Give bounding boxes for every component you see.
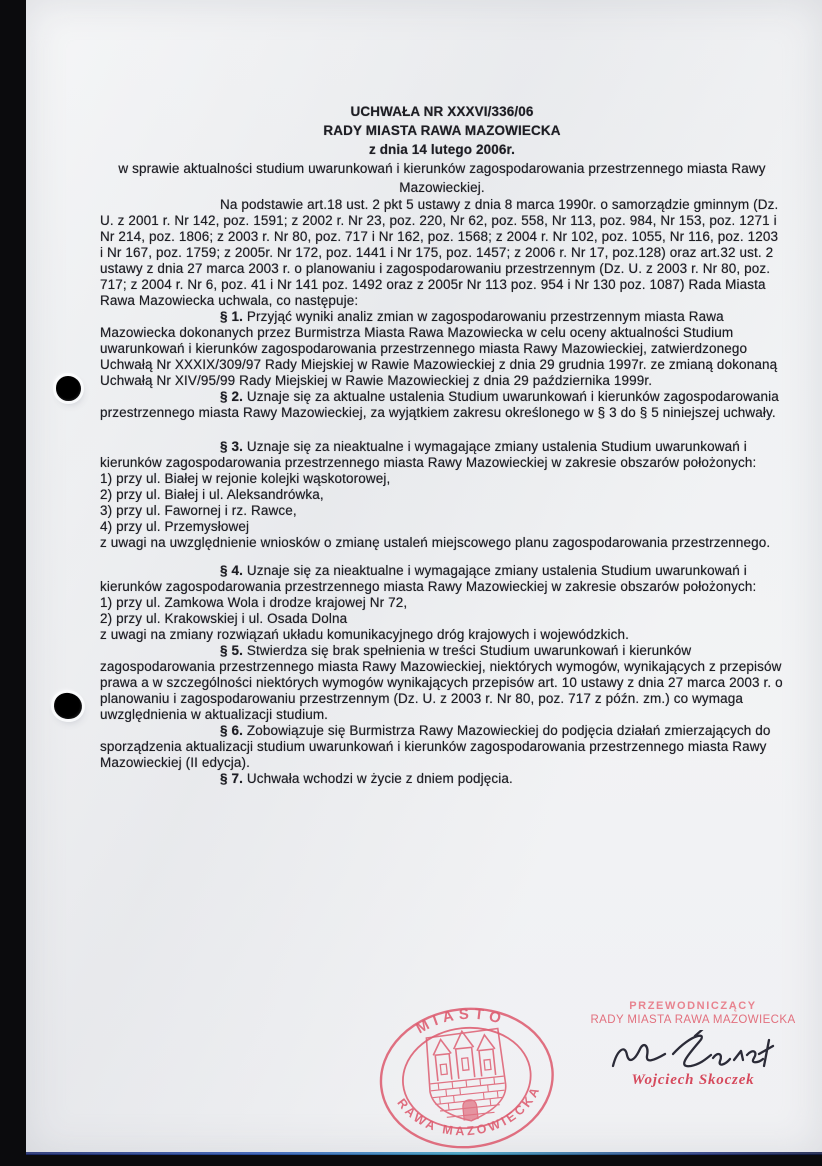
handwritten-signature-icon — [607, 1030, 779, 1076]
paragraph-3-outro: z uwagi na uwzględnienie wniosków o zmianę ustaleń miejscowego planu zagospodarowania przestrzennego. — [100, 535, 771, 550]
council-name: RADY MIASTA RAWA MAZOWIECKA — [323, 123, 561, 138]
paragraph-4 — [100, 563, 784, 643]
hole-punch-top — [56, 376, 81, 401]
list-item: 4) przy ul. Przemysłowej — [100, 519, 250, 534]
stamp-top-text: MIASTO — [413, 1005, 508, 1038]
resolution-date: z dnia 14 lutego 2006r. — [368, 142, 516, 157]
resolution-number: UCHWAŁA NR XXXVI/336/06 — [350, 104, 534, 119]
list-item: 3) przy ul. Fawornej i rz. Rawce, — [100, 503, 297, 518]
city-seal-stamp — [369, 997, 565, 1163]
paragraph-4-intro: § 4. Uznaje się za nieaktualne i wymagające zmiany ustalenia Studium uwarunkowań i kierunków zagospodarowania przestrzennego miasta Rawy Mazowieckiej w zakresie obszarów położonych: — [100, 563, 757, 594]
signer-name: Wojciech Skoczek — [631, 1072, 755, 1088]
paragraph-3 — [100, 439, 784, 551]
paragraph-4-outro: z uwagi na zmiany rozwiązań układu komunikacyjnego dróg krajowych i wojewódzkich. — [100, 627, 629, 642]
list-item: 2) przy ul. Białej i ul. Aleksandrówka, — [100, 487, 324, 502]
list-item: 1) przy ul. Zamkowa Wola i drodze krajowej Nr 72, — [100, 595, 408, 610]
paper-sheet — [26, 0, 822, 1154]
paragraph-3-marker: § 3. — [220, 439, 243, 454]
chairman-office: RADY MIASTA RAWA MAZOWIECKA — [590, 1014, 796, 1026]
paragraph-5-marker: § 5. — [220, 643, 243, 658]
paragraph-3-intro: § 3. Uznaje się za nieaktualne i wymagające zmiany ustalenia Studium uwarunkowań i kierunków zagospodarowania przestrzennego miasta Rawy Mazowieckiej w zakresie obszarów położonych: — [100, 439, 757, 470]
paragraph-1 — [100, 309, 784, 389]
stamp-bottom-text: RAWA MAZOWIECKA — [394, 1082, 544, 1139]
paragraph-2-marker: § 2. — [220, 389, 243, 404]
paragraph-6-text: Zobowiązuje się Burmistrza Rawy Mazowieckiej do podjęcia działań zmierzających do sporządzenia aktualizacji studium uwarunkowań i kierunków zagospodarowania przestrzennego miasta Rawy Mazowieckiej (II edycja). — [100, 723, 771, 770]
document-body — [100, 102, 784, 787]
paragraph-4-marker: § 4. — [220, 563, 243, 578]
paragraph-2-text: Uznaje się za aktualne ustalenia Studium uwarunkowań i kierunków zagospodarowania przestrzennego miasta Rawy Mazowieckiej, za wyjątkiem zakresu określonego w § 3 do § 5 niniejszej uchwały. — [100, 389, 779, 420]
paragraph-1-text: Przyjąć wyniki analiz zmian w zagospodarowaniu przestrzennym miasta Rawa Mazowiecka dokonanych przez Burmistrza Miasta Rawa Mazowiecka w celu oceny aktualności Studium uwarunkowań i kierunków zagospodarowania przestrzennego miasta Rawy Mazowieckiej, zatwierdzonego Uchwałą Nr XXXIX/309/97 Rady Miejskiej w Rawie Mazowieckiej z dnia 29 grudnia 1997r. ze zmianą dokonaną Uchwałą Nr XIV/95/99 Rady Miejskiej w Rawie Mazowieckiej z dnia 29 października 1999r. — [100, 309, 778, 388]
paragraph-1-marker: § 1. — [220, 309, 243, 324]
paragraph-7-text: Uchwała wchodzi w życie z dniem podjęcia. — [246, 771, 513, 786]
resolution-subject: w sprawie aktualności studium uwarunkowań i kierunków zagospodarowania przestrzennego miasta Rawy Mazowieckiej. — [118, 161, 766, 195]
hole-punch-bottom — [52, 691, 83, 721]
paragraph-5-text: Stwierdza się brak spełnienia w treści Studium uwarunkowań i kierunków zagospodarowania przestrzennego miasta Rawy Mazowieckiej, niektórych wymogów, wynikających z przepisów prawa a w szczególności niektórych wymogów wynikających przepisów art. 10 ustawy z dnia 27 marca 2003 r. o planowaniu i zagospodarowaniu przestrzennym (Dz. U. z 2003 r. Nr 80, poz. 717 z późn. zm.) co wymaga uwzględnienia w aktualizacji studium. — [100, 643, 783, 722]
title-block — [100, 102, 784, 197]
coat-of-arms-icon — [424, 1027, 509, 1124]
paragraph-7 — [100, 771, 784, 787]
paragraph-6-marker: § 6. — [220, 723, 243, 738]
list-item: 1) przy ul. Białej w rejonie kolejki wąskotorowej, — [100, 471, 391, 486]
signature-block — [560, 999, 822, 1089]
paragraph-2 — [100, 389, 784, 421]
list-item: 2) przy ul. Krakowskiej i ul. Osada Dolna — [100, 611, 348, 626]
paragraph-6 — [100, 723, 784, 771]
chairman-title: PRZEWODNICZĄCY — [629, 1000, 757, 1012]
paragraph-7-marker: § 7. — [220, 771, 243, 786]
paragraph-5 — [100, 643, 784, 723]
preamble: Na podstawie art.18 ust. 2 pkt 5 ustawy z dnia 8 marca 1990r. o samorządzie gminnym (Dz. U. z 2001 r. Nr 142, poz. 1591; z 2002 r. Nr 23, poz. 220, Nr 62, poz. 558, Nr 113, poz. 984, Nr 153, poz. 1271 i Nr 214, poz. 1806; z 2003 r. Nr 80, poz. 717 i Nr 162, poz. 1568; z 2004 r. Nr 102, poz. 1055, Nr 116, poz. 1203 i Nr 167, poz. 1759; z 2005r. Nr 172, poz. 1441 i Nr 175, poz. 1457; z 2006 r. Nr 17, poz.128) oraz art.32 ust. 2 ustawy z dnia 27 marca 2003 r. o planowaniu i zagospodarowaniu przestrzennym (Dz. U. z 2003 r. Nr 80, poz. 717; z 2004 r. Nr 6, poz. 41 i Nr 141 poz. 1492 oraz z 2005r Nr 113 poz. 954 i Nr 130 poz. 1087) Rada Miasta Rawa Mazowiecka uchwala, co następuje: — [100, 197, 779, 308]
